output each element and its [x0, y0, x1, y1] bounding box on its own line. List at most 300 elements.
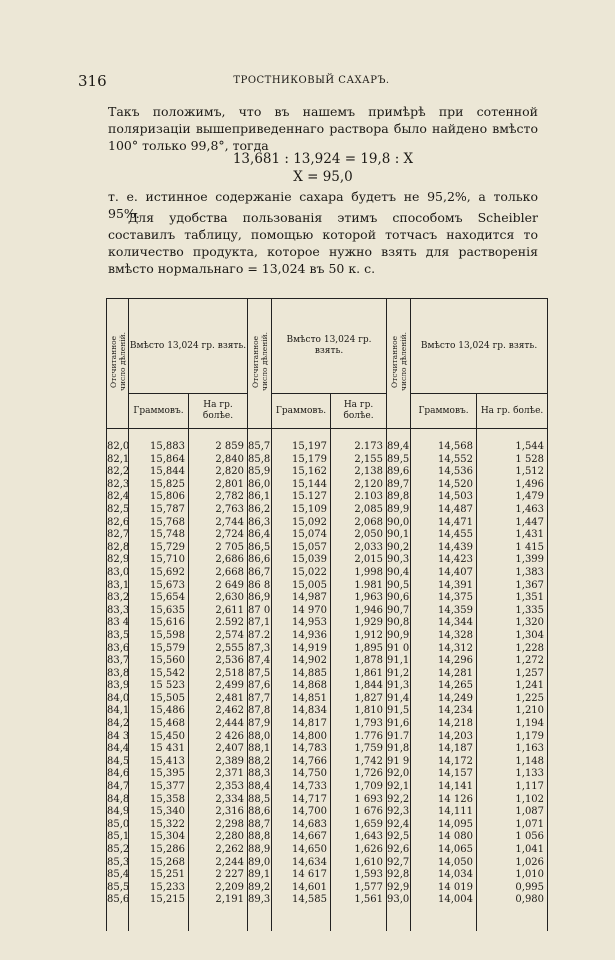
table-cell: 14,634: [272, 857, 331, 870]
table-cell: 2.103: [331, 491, 387, 504]
table-cell: 1,335: [477, 605, 548, 618]
table-cell: 14,868: [272, 680, 331, 693]
table-cell: 1,272: [477, 655, 548, 668]
table-cell: 83,0: [107, 566, 130, 578]
table-cell: 87,4: [248, 655, 271, 667]
table-cell: 2,630: [189, 592, 248, 605]
table-cell: 2,298: [189, 819, 248, 832]
table-cell: 15,486: [129, 705, 189, 718]
table-cell: 86,5: [248, 541, 271, 553]
table-cell: 88,4: [248, 781, 271, 793]
table-row: [107, 529, 548, 542]
table-cell: 88,5: [248, 793, 271, 805]
table-cell: 92,2: [387, 793, 410, 805]
table-cell: 15,268: [129, 857, 189, 870]
table-cell: 83,8: [107, 667, 130, 679]
table-cell: 86,1: [248, 491, 271, 503]
table-cell: 15,179: [272, 454, 331, 467]
table-cell: 1,351: [477, 592, 548, 605]
table-cell: 92,9: [387, 881, 410, 893]
table-cell: 2,334: [189, 794, 248, 807]
table-cell: 2,481: [189, 693, 248, 706]
table-cell: 15,057: [272, 542, 331, 555]
table-cell: 2,686: [189, 554, 248, 567]
table-cell: 88,0: [248, 730, 271, 742]
table-cell: 1.776: [331, 731, 387, 744]
table-cell: 2,191: [189, 894, 248, 931]
table-row: [107, 794, 548, 807]
table-cell: 14,936: [272, 630, 331, 643]
table-cell: 86,4: [248, 529, 271, 541]
table-row: [107, 542, 548, 555]
table-cell: 15,710: [129, 554, 189, 567]
table-cell: 1,793: [331, 718, 387, 731]
table-cell: 2,744: [189, 517, 248, 530]
table-cell: 14,851: [272, 693, 331, 706]
table-cell: 14,391: [411, 580, 477, 593]
table-cell: 2,068: [331, 517, 387, 530]
table-cell: 15,729: [129, 542, 189, 555]
table-cell: 85,7: [248, 429, 272, 454]
table-cell: 1 056: [477, 831, 548, 844]
table-row: [107, 630, 548, 643]
table-cell: 2,724: [189, 529, 248, 542]
table-cell: 2 426: [189, 731, 248, 744]
table-cell: 84,2: [107, 718, 130, 730]
table-cell: 14 617: [272, 869, 331, 882]
table-cell: 0,980: [477, 894, 548, 931]
table-row: [107, 869, 548, 882]
table-cell: 88,8: [248, 831, 271, 843]
table-cell: 15,304: [129, 831, 189, 844]
table-cell: 1,561: [331, 894, 387, 931]
table-row: [107, 504, 548, 517]
table-cell: 85,5: [107, 881, 130, 893]
table-cell: 2,316: [189, 806, 248, 819]
table-cell: 91,8: [387, 743, 410, 755]
table-cell: 1,399: [477, 554, 548, 567]
table-row: [107, 491, 548, 504]
table-cell: 2,462: [189, 705, 248, 718]
table-cell: 1,963: [331, 592, 387, 605]
table-cell: 85,4: [107, 869, 130, 881]
table-cell: 14,536: [411, 466, 477, 479]
equation-1: 13,681 : 13,924 = 19,8 : X: [232, 151, 414, 167]
table-cell: 87,8: [248, 705, 271, 717]
table-cell: 89,7: [387, 478, 410, 490]
table-row: [107, 605, 548, 618]
table-cell: 1,742: [331, 756, 387, 769]
table-cell: 15,654: [129, 592, 189, 605]
table-cell: 2,155: [331, 454, 387, 467]
table-body: [107, 429, 548, 931]
table-cell: 2 859: [189, 429, 248, 454]
table-cell: 14,218: [411, 718, 477, 731]
col-header-take-3: Вмѣсто 13,024 гр. взять.: [411, 299, 548, 394]
table-cell: 83,9: [107, 680, 130, 692]
table-cell: 91 9: [387, 755, 410, 767]
page-header: [78, 72, 545, 92]
table-cell: 1,827: [331, 693, 387, 706]
table-cell: 1,383: [477, 567, 548, 580]
table-cell: 82,3: [107, 478, 130, 490]
table-cell: 1,479: [477, 491, 548, 504]
table-cell: 1,225: [477, 693, 548, 706]
table-cell: 2,840: [189, 454, 248, 467]
table-cell: 90,5: [387, 579, 410, 591]
table-cell: 2,033: [331, 542, 387, 555]
table-cell: 14,187: [411, 743, 477, 756]
table-cell: 91,2: [387, 667, 410, 679]
table-cell: 84,1: [107, 705, 130, 717]
table-cell: 14,471: [411, 517, 477, 530]
table-cell: 89,5: [387, 453, 410, 465]
table-cell: 14,157: [411, 768, 477, 781]
table-cell: 89,1: [248, 869, 271, 881]
table-row: [107, 831, 548, 844]
table-cell: 83,7: [107, 655, 130, 667]
table-cell: 1,593: [331, 869, 387, 882]
table-row: [107, 466, 548, 479]
table-cell: 82,6: [107, 516, 130, 528]
table-cell: 85,2: [107, 844, 130, 855]
table-cell: 1,810: [331, 705, 387, 718]
table-cell: 92,4: [387, 818, 410, 830]
table-cell: 2,820: [189, 466, 248, 479]
table-cell: 14,004: [411, 894, 477, 931]
paragraph-2: т. е. истинное содержаніе сахара будетъ не 95,2%, а только 95%.: [108, 189, 538, 221]
table-cell: 90,2: [387, 541, 410, 553]
table-cell: 1,929: [331, 617, 387, 630]
table-cell: 15,673: [129, 580, 189, 593]
table-cell: 1,659: [331, 819, 387, 832]
table-cell: 2 649: [189, 580, 248, 593]
table-cell: 1,878: [331, 655, 387, 668]
table-cell: 1,709: [331, 781, 387, 794]
table-cell: 91,4: [387, 692, 410, 704]
table-cell: 14,783: [272, 743, 331, 756]
table-cell: 1,026: [477, 857, 548, 870]
table-cell: 14,953: [272, 617, 331, 630]
paragraph-1: Такъ положимъ, что въ нашемъ примѣрѣ при сотенной поляризаціи вышеприведеннаго раствора было найдено вмѣсто 100° только 99,8°, тогда: [108, 104, 538, 153]
table-cell: 2,209: [189, 882, 248, 895]
table-cell: 15,598: [129, 630, 189, 643]
table-cell: 84,6: [107, 768, 130, 780]
table-cell: 15,413: [129, 756, 189, 769]
table-cell: 82,1: [107, 453, 130, 465]
table-cell: 14,919: [272, 643, 331, 656]
table-cell: 15,074: [272, 529, 331, 542]
table-cell: 1,087: [477, 806, 548, 819]
table-cell: 85,0: [107, 818, 130, 830]
table-cell: 14 080: [411, 831, 477, 844]
table-row: [107, 768, 548, 781]
table-cell: 15,092: [272, 517, 331, 530]
table-cell: 84,9: [107, 806, 130, 818]
table-cell: 1 528: [477, 454, 548, 467]
table-cell: 15,162: [272, 466, 331, 479]
table-cell: 1,320: [477, 617, 548, 630]
table-cell: 14,667: [272, 831, 331, 844]
table-cell: 86,9: [248, 592, 271, 604]
table-cell: 15,022: [272, 567, 331, 580]
table-cell: 1,133: [477, 768, 548, 781]
table-cell: 92,7: [387, 856, 410, 868]
table-cell: 89,9: [387, 503, 410, 515]
table-cell: 1,102: [477, 794, 548, 807]
table-cell: 89,8: [387, 491, 410, 503]
table-cell: 14,650: [272, 844, 331, 857]
table-cell: 1,643: [331, 831, 387, 844]
table-cell: 84,4: [107, 743, 130, 755]
table-cell: 1,041: [477, 844, 548, 857]
table-cell: 90,8: [387, 617, 410, 629]
table-cell: 14,296: [411, 655, 477, 668]
table-cell: 15 523: [129, 680, 189, 693]
table-cell: 1 415: [477, 542, 548, 555]
table-cell: 14,487: [411, 504, 477, 517]
table-cell: 1,257: [477, 668, 548, 681]
table-cell: 14,281: [411, 668, 477, 681]
table-cell: 88,9: [248, 844, 271, 855]
table-cell: 15,251: [129, 869, 189, 882]
table-cell: 88,1: [248, 743, 271, 755]
table-row: [107, 693, 548, 706]
table-cell: 15,286: [129, 844, 189, 857]
table-cell: 82,5: [107, 503, 130, 515]
table-row: [107, 617, 548, 630]
table-cell: 2,280: [189, 831, 248, 844]
table-cell: 87,1: [248, 617, 271, 629]
table-cell: 90,9: [387, 629, 410, 641]
table-cell: 88,7: [248, 818, 271, 830]
table-cell: 1,610: [331, 857, 387, 870]
table-cell: 15,787: [129, 504, 189, 517]
table-cell: 15,144: [272, 479, 331, 492]
table-cell: 14,817: [272, 718, 331, 731]
table-cell: 15 431: [129, 743, 189, 756]
table-cell: 88,2: [248, 755, 271, 767]
col-header-grams-3: Граммовъ.: [411, 394, 477, 429]
table-cell: 2,801: [189, 479, 248, 492]
table-cell: 15,692: [129, 567, 189, 580]
table-cell: 86,6: [248, 554, 271, 566]
table-cell: 89,2: [248, 881, 271, 893]
table-cell: 1 693: [331, 794, 387, 807]
table-cell: 91,6: [387, 718, 410, 730]
table-cell: 1,163: [477, 743, 548, 756]
table-cell: 87,7: [248, 692, 271, 704]
table-cell: 87,5: [248, 667, 271, 679]
table-cell: 1,179: [477, 731, 548, 744]
table-cell: 90,4: [387, 566, 410, 578]
table-cell: 84 3: [107, 730, 130, 742]
table-cell: 90,6: [387, 592, 410, 604]
table-cell: 1,463: [477, 504, 548, 517]
table-cell: 2,050: [331, 529, 387, 542]
table-row: [107, 567, 548, 580]
table-row: [107, 429, 548, 454]
table-cell: 86,0: [248, 478, 271, 490]
table-cell: 15,635: [129, 605, 189, 618]
table-cell: 85,3: [107, 856, 130, 868]
table-cell: 1,946: [331, 605, 387, 618]
table-cell: 84,0: [107, 692, 130, 704]
table-row: [107, 655, 548, 668]
table-row: [107, 882, 548, 895]
table-cell: 15,109: [272, 504, 331, 517]
col-header-more-3: На гр. болѣе.: [477, 394, 548, 429]
table-cell: 1,861: [331, 668, 387, 681]
table-cell: 1,895: [331, 643, 387, 656]
table-row: [107, 643, 548, 656]
table-cell: 85,1: [107, 831, 130, 843]
table-cell: 14,050: [411, 857, 477, 870]
table-cell: 14,423: [411, 554, 477, 567]
table-cell: 86,2: [248, 503, 271, 515]
table-cell: 84,7: [107, 781, 130, 793]
table-cell: 1,367: [477, 580, 548, 593]
table-cell: 82,4: [107, 491, 130, 503]
equation-2: X = 95,0: [293, 169, 353, 185]
table-cell: 14,234: [411, 705, 477, 718]
table-cell: 86 8: [248, 579, 271, 591]
table-row: [107, 819, 548, 832]
table-cell: 2.173: [331, 429, 387, 454]
col-header-more-1: На гр. болѣе.: [189, 394, 248, 429]
table-cell: 2,407: [189, 743, 248, 756]
table-cell: 2,668: [189, 567, 248, 580]
scheibler-table: [106, 298, 548, 931]
table-cell: 15,197: [272, 429, 331, 454]
table-cell: 83,1: [107, 579, 130, 591]
table-cell: 93,0: [387, 894, 411, 931]
table-cell: 2,371: [189, 768, 248, 781]
table-cell: 1,496: [477, 479, 548, 492]
table-cell: 14,375: [411, 592, 477, 605]
table-cell: 1,228: [477, 643, 548, 656]
table-cell: 2,015: [331, 554, 387, 567]
table-cell: 2,085: [331, 504, 387, 517]
col-header-reading-2: Отсчитанное число дѣленій.: [248, 299, 272, 429]
table-row: [107, 718, 548, 731]
table-row: [107, 731, 548, 744]
table-cell: 2,138: [331, 466, 387, 479]
table-cell: 91,5: [387, 705, 410, 717]
table-cell: 2,120: [331, 479, 387, 492]
table-cell: 92,0: [387, 768, 410, 780]
col-header-reading-3: Отсчитанное число дѣленій.: [387, 299, 411, 429]
col-header-grams-1: Граммовъ.: [129, 394, 189, 429]
table-row: [107, 517, 548, 530]
table-cell: 2,499: [189, 680, 248, 693]
table-cell: 15,322: [129, 819, 189, 832]
table-cell: 90,0: [387, 516, 410, 528]
table-cell: 14,407: [411, 567, 477, 580]
table-cell: 14,141: [411, 781, 477, 794]
col-header-take-1: Вмѣсто 13,024 гр. взять.: [129, 299, 248, 394]
paragraph-3: Для удобства пользованія этимъ способомъ Scheibler составилъ таблицу, помощью которой тотчасъ находится то количество продукта, которое нужно взять для растворенія вмѣсто нормальнаго = 13,024 въ 50 к. с.: [108, 210, 538, 276]
table-cell: 15,215: [129, 894, 189, 931]
table-cell: 14,834: [272, 705, 331, 718]
table-cell: 15,395: [129, 768, 189, 781]
col-header-grams-2: Граммовъ.: [272, 394, 331, 429]
table-cell: 14 126: [411, 794, 477, 807]
table-cell: 83,5: [107, 629, 130, 641]
table-cell: 1,726: [331, 768, 387, 781]
table-row: [107, 894, 548, 931]
table-cell: 0,995: [477, 882, 548, 895]
table-cell: 1,148: [477, 756, 548, 769]
table-cell: 1,577: [331, 882, 387, 895]
table-cell: 91.7: [387, 730, 410, 742]
table-cell: 82,2: [107, 466, 130, 478]
table-cell: 2,555: [189, 643, 248, 656]
table-cell: 89,0: [248, 856, 271, 868]
table-cell: 15,616: [129, 617, 189, 630]
table-cell: 14,439: [411, 542, 477, 555]
table-cell: 14,717: [272, 794, 331, 807]
table-cell: 14,503: [411, 491, 477, 504]
table-cell: 2,444: [189, 718, 248, 731]
table-cell: 86,3: [248, 516, 271, 528]
table-cell: 2,536: [189, 655, 248, 668]
table-cell: 1,117: [477, 781, 548, 794]
table-cell: 14,172: [411, 756, 477, 769]
table-cell: 1,010: [477, 869, 548, 882]
table-row: [107, 857, 548, 870]
table-cell: 91 0: [387, 642, 410, 654]
table-cell: 2,353: [189, 781, 248, 794]
table-cell: 14,065: [411, 844, 477, 857]
table-cell: 15,883: [129, 429, 189, 454]
table-cell: 83,6: [107, 642, 130, 654]
table-cell: 15,505: [129, 693, 189, 706]
table-cell: 15,039: [272, 554, 331, 567]
table-cell: 1 676: [331, 806, 387, 819]
table-cell: 14,359: [411, 605, 477, 618]
table-cell: 14,265: [411, 680, 477, 693]
table-cell: 14,885: [272, 668, 331, 681]
table-cell: 1,431: [477, 529, 548, 542]
table-cell: 15,005: [272, 580, 331, 593]
table-row: [107, 806, 548, 819]
table-row: [107, 668, 548, 681]
table-cell: 14,902: [272, 655, 331, 668]
table-cell: 14,111: [411, 806, 477, 819]
table-cell: 88,3: [248, 768, 271, 780]
table-row: [107, 743, 548, 756]
table-cell: 2,782: [189, 491, 248, 504]
table-cell: 1.981: [331, 580, 387, 593]
table-cell: 84,5: [107, 755, 130, 767]
table-cell: 85,6: [107, 894, 129, 931]
col-header-reading-1: Отсчитанное число дѣленій.: [107, 299, 129, 429]
table-cell: 15,748: [129, 529, 189, 542]
table-cell: 92,3: [387, 806, 410, 818]
table-cell: 15,768: [129, 517, 189, 530]
table-cell: 1,194: [477, 718, 548, 731]
table-cell: 2,389: [189, 756, 248, 769]
table-cell: 2,262: [189, 844, 248, 857]
table-cell: 14,312: [411, 643, 477, 656]
table-cell: 15,450: [129, 731, 189, 744]
table-cell: 85,9: [248, 466, 271, 478]
table-cell: 1,626: [331, 844, 387, 857]
table-cell: 15,579: [129, 643, 189, 656]
table-row: [107, 454, 548, 467]
table-cell: 83,3: [107, 604, 130, 616]
